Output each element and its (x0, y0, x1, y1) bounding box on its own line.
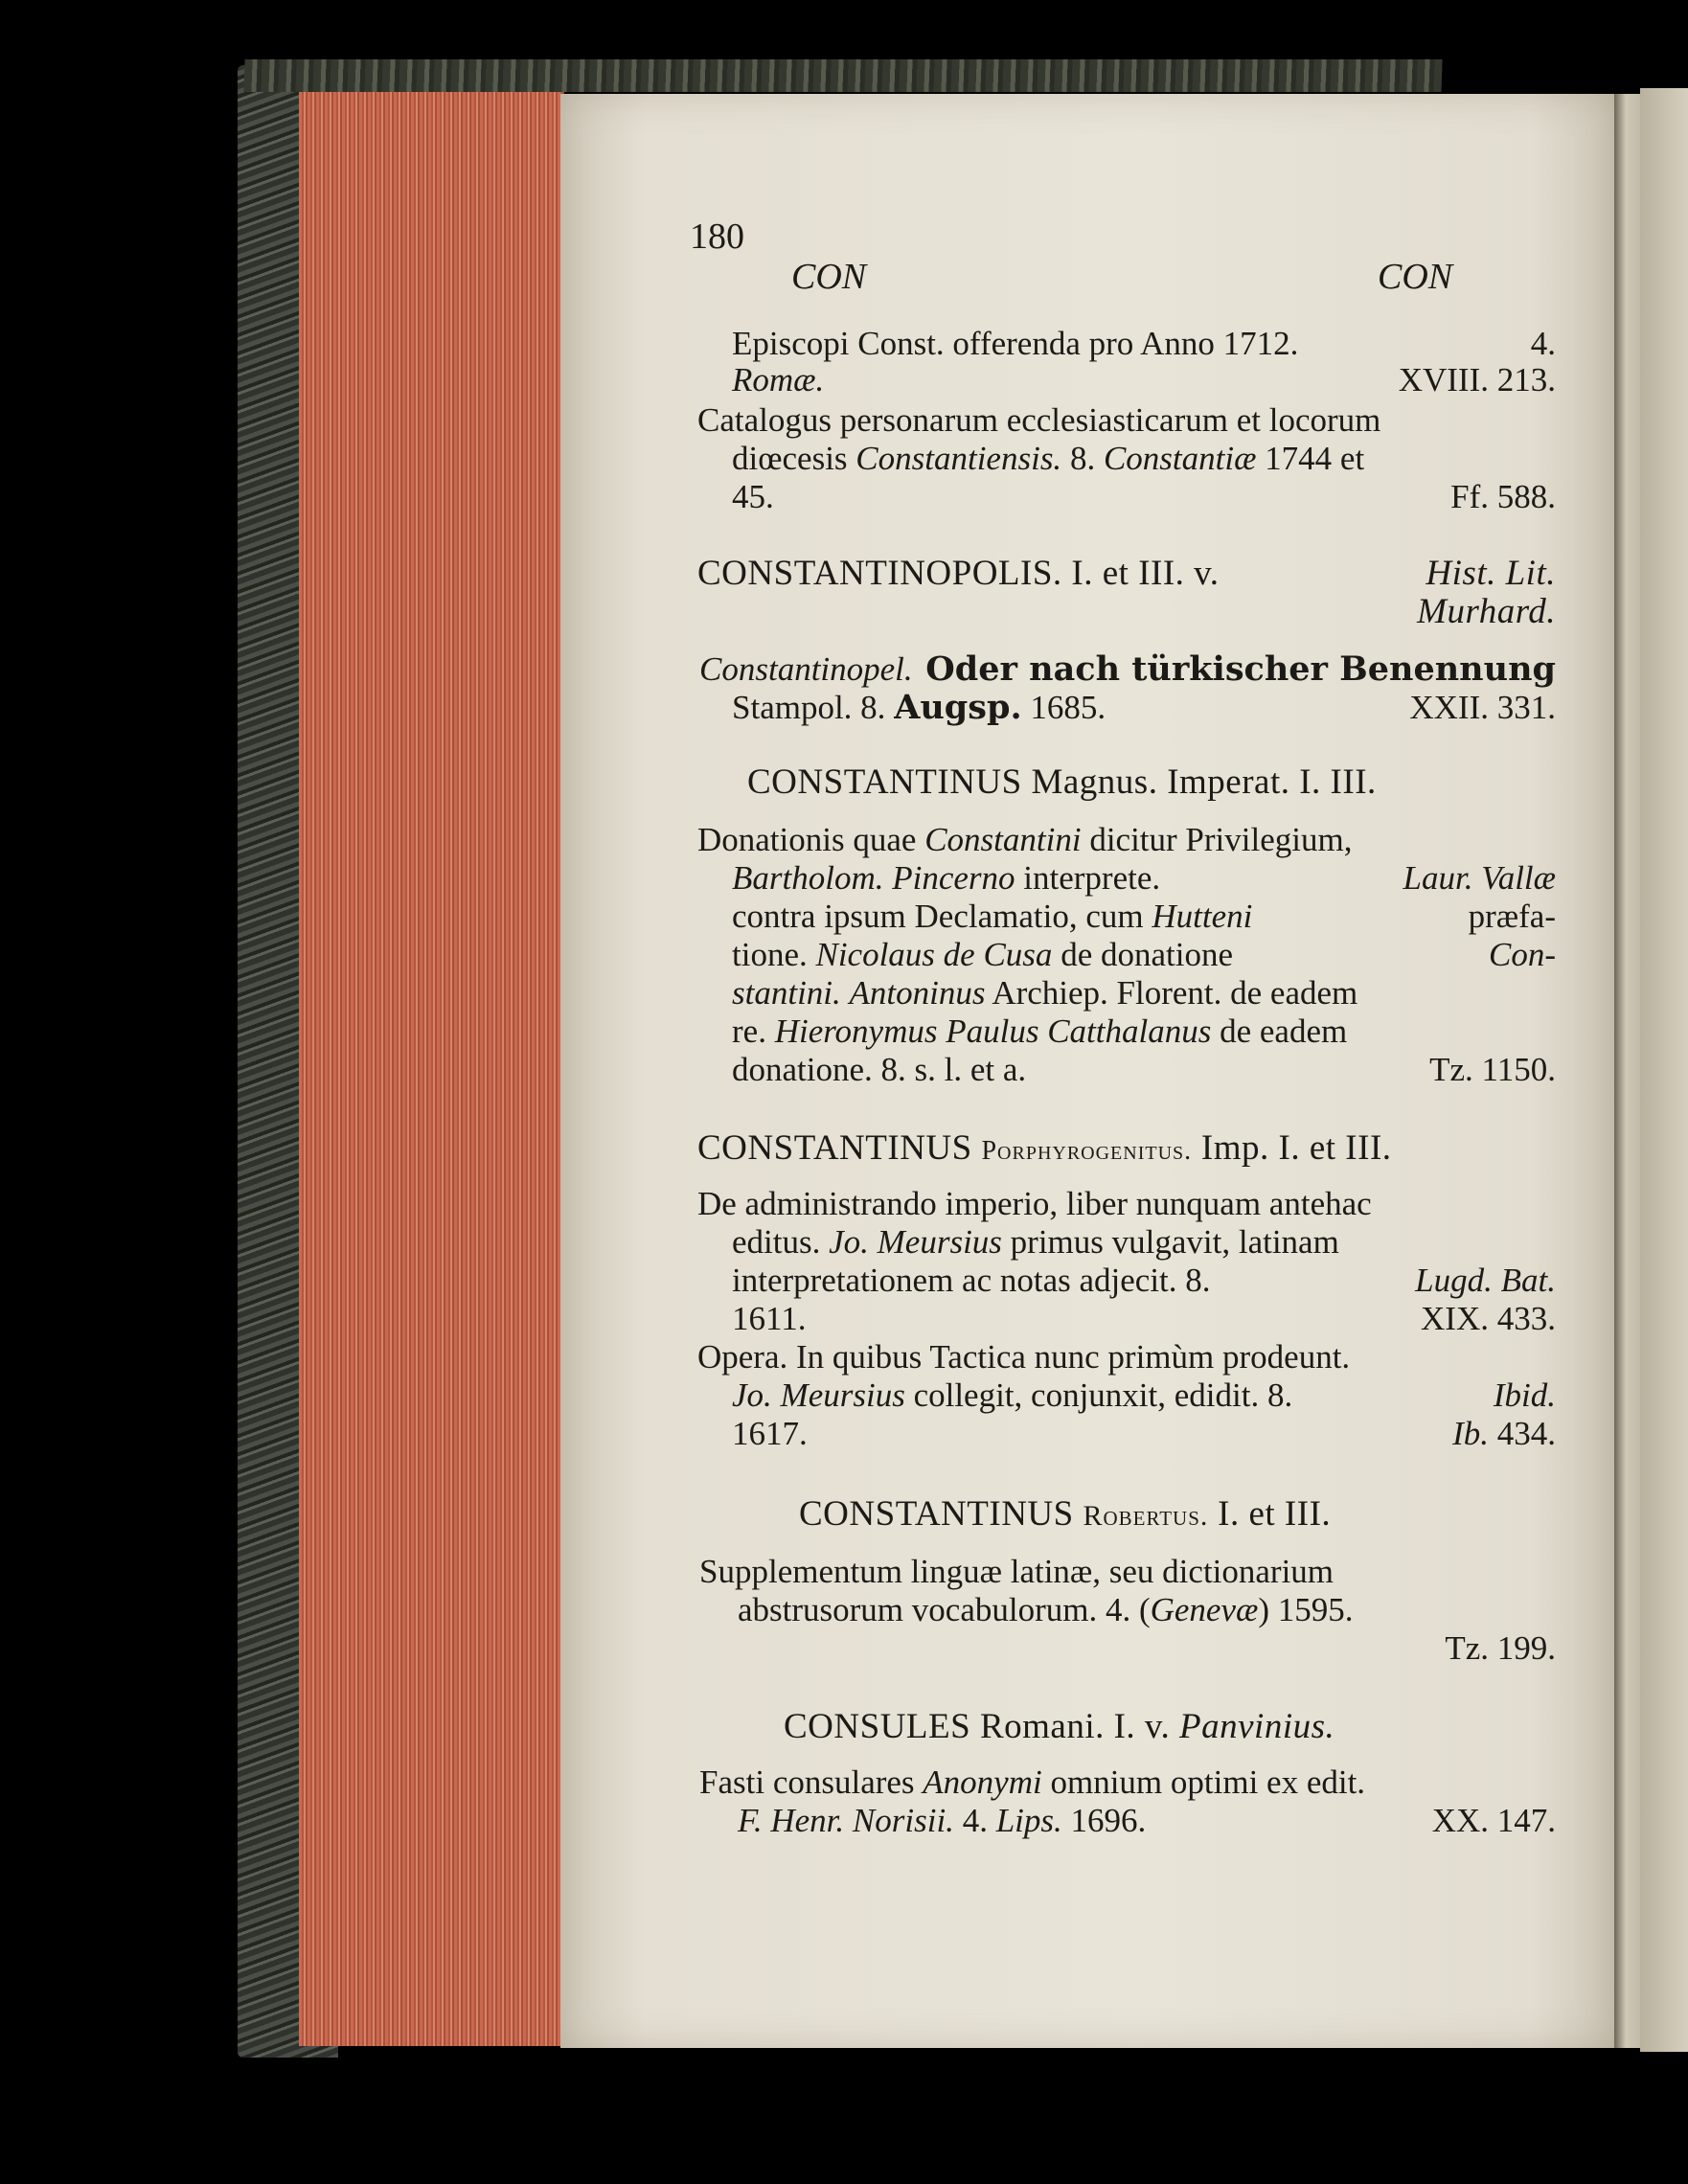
book-cover-top (243, 59, 1442, 92)
entry-line: Episcopi Const. offerenda pro Anno 1712. 4. (732, 325, 1556, 362)
entry-line: Donationis quae Constantini dicitur Privilegium, (697, 821, 1353, 858)
entry-line: 1617. Ib. 434. (732, 1415, 1556, 1452)
entry-line: tione. Nicolaus de Cusa de donatione Con- (732, 936, 1556, 973)
entry-line: F. Henr. Norisii. 4. Lips. 1696. XX. 147. (738, 1802, 1556, 1839)
entry-line: 1611. XIX. 433. (732, 1300, 1556, 1337)
entry-line: interpretationem ac notas adjecit. 8. Lugd. Bat. (732, 1262, 1556, 1299)
page-number: 180 (690, 216, 744, 257)
entry-heading: CONSTANTINOPOLIS. I. et III. v. Hist. Lit. (697, 554, 1556, 593)
entry-heading: CONSTANTINUS Robertus. I. et III. (799, 1494, 1332, 1534)
entry-line: re. Hieronymus Paulus Catthalanus de eadem (732, 1012, 1348, 1050)
entry-line: Constantinopel. Oder nach türkischer Benennung (699, 649, 1556, 689)
entry-line: 45. Ff. 588. (732, 478, 1556, 515)
running-head-right: CON (1378, 257, 1453, 297)
entry-line: Bartholom. Pincerno interprete. Laur. Vallæ (732, 859, 1556, 897)
entry-line: abstrusorum vocabulorum. 4. (Genevæ) 1595. (738, 1591, 1354, 1628)
entry-heading: CONSULES Romani. I. v. Panvinius. (784, 1707, 1335, 1746)
entry-line: diœcesis Constantiensis. 8. Constantiæ 1744 et (732, 440, 1365, 477)
entry-line: Catalogus personarum ecclesiasticarum et locorum (697, 401, 1381, 439)
entry-line: Fasti consulares Anonymi omnium optimi ex edit. (699, 1763, 1366, 1801)
entry-line: Romæ. XVIII. 213. (732, 361, 1556, 398)
entry-heading: CONSTANTINUS Porphyrogenitus. Imp. I. et III. (697, 1128, 1392, 1168)
entry-line: Stampol. 8. Augsp. 1685. XXII. 331. (732, 688, 1556, 727)
entry-line: contra ipsum Declamatio, cum Hutteni præfa- (732, 898, 1556, 935)
entry-line: Opera. In quibus Tactica nunc primùm prodeunt. (697, 1338, 1351, 1376)
entry-line: donatione. 8. s. l. et a. Tz. 1150. (732, 1051, 1556, 1088)
page-gutter (1614, 94, 1643, 2048)
book-photo: 180 CON CON Episcopi Const. offerenda pro Anno 1712. 4. Romæ. XVIII. 213. Catalogus personarum ecclesiasticarum et locorum diœcesis Constantiensis. 8. Constantiæ 1744 et 45. Ff. 588. CONSTANTINOPOLIS. I. et III. v. Hist. Lit. Murhard. Constantinopel. Oder nach türkischer Benennung Stampol. 8. Augsp. 1685. XXII. 331. CONSTANTINUS Magnus. Imperat. I. III. Donationis quae Constantini dicitur Privilegium, Bartholom. Pincerno interprete. Laur. Vallæ contra ipsum Declamatio, cum Hutteni præfa- tione. Nicolaus de Cusa de donatione Con- stantini. Antoninus Archiep. Florent. de eadem re. Hieronymus Paulus Catthalanus de eadem donatione. 8. s. l. et a. Tz. 1150. CONSTANTINUS Porphyrogenitus. Imp. I. et III. De administrando imperio, liber nunquam antehac editus. Jo. Meursius primus vulgavit, latinam interpretationem ac notas adjecit. 8. Lugd. Bat. 1611. XIX. 433. Opera. In quibus Tactica nunc primùm prodeunt. Jo. Meursius collegit, conjunxit, edidit. 8. Ibid. 1617. Ib. 434. CONSTANTINUS Robertus. I. et III. Supplementum linguæ latinæ, seu dictionarium abstrusorum vocabulorum. 4. (Genevæ) 1595. Tz. 199. CONSULES Romani. I. v. Panvinius. Fasti consulares Anonymi omnium optimi ex edit. F. Henr. Norisii. 4. Lips. 1696. XX. 147. (0, 0, 1688, 2184)
facing-page-edge (1640, 88, 1688, 2052)
page-edges-red (299, 92, 564, 2046)
entry-line: Jo. Meursius collegit, conjunxit, edidit. 8. Ibid. (732, 1376, 1556, 1414)
entry-line: De administrando imperio, liber nunquam antehac (697, 1185, 1372, 1222)
entry-line: Supplementum linguæ latinæ, seu dictionarium (699, 1553, 1334, 1590)
entry-heading: CONSTANTINUS Magnus. Imperat. I. III. (747, 762, 1377, 802)
running-head-left: CON (791, 257, 867, 297)
entry-line: editus. Jo. Meursius primus vulgavit, latinam (732, 1223, 1339, 1261)
entry-line: stantini. Antoninus Archiep. Florent. de eadem (732, 974, 1358, 1012)
